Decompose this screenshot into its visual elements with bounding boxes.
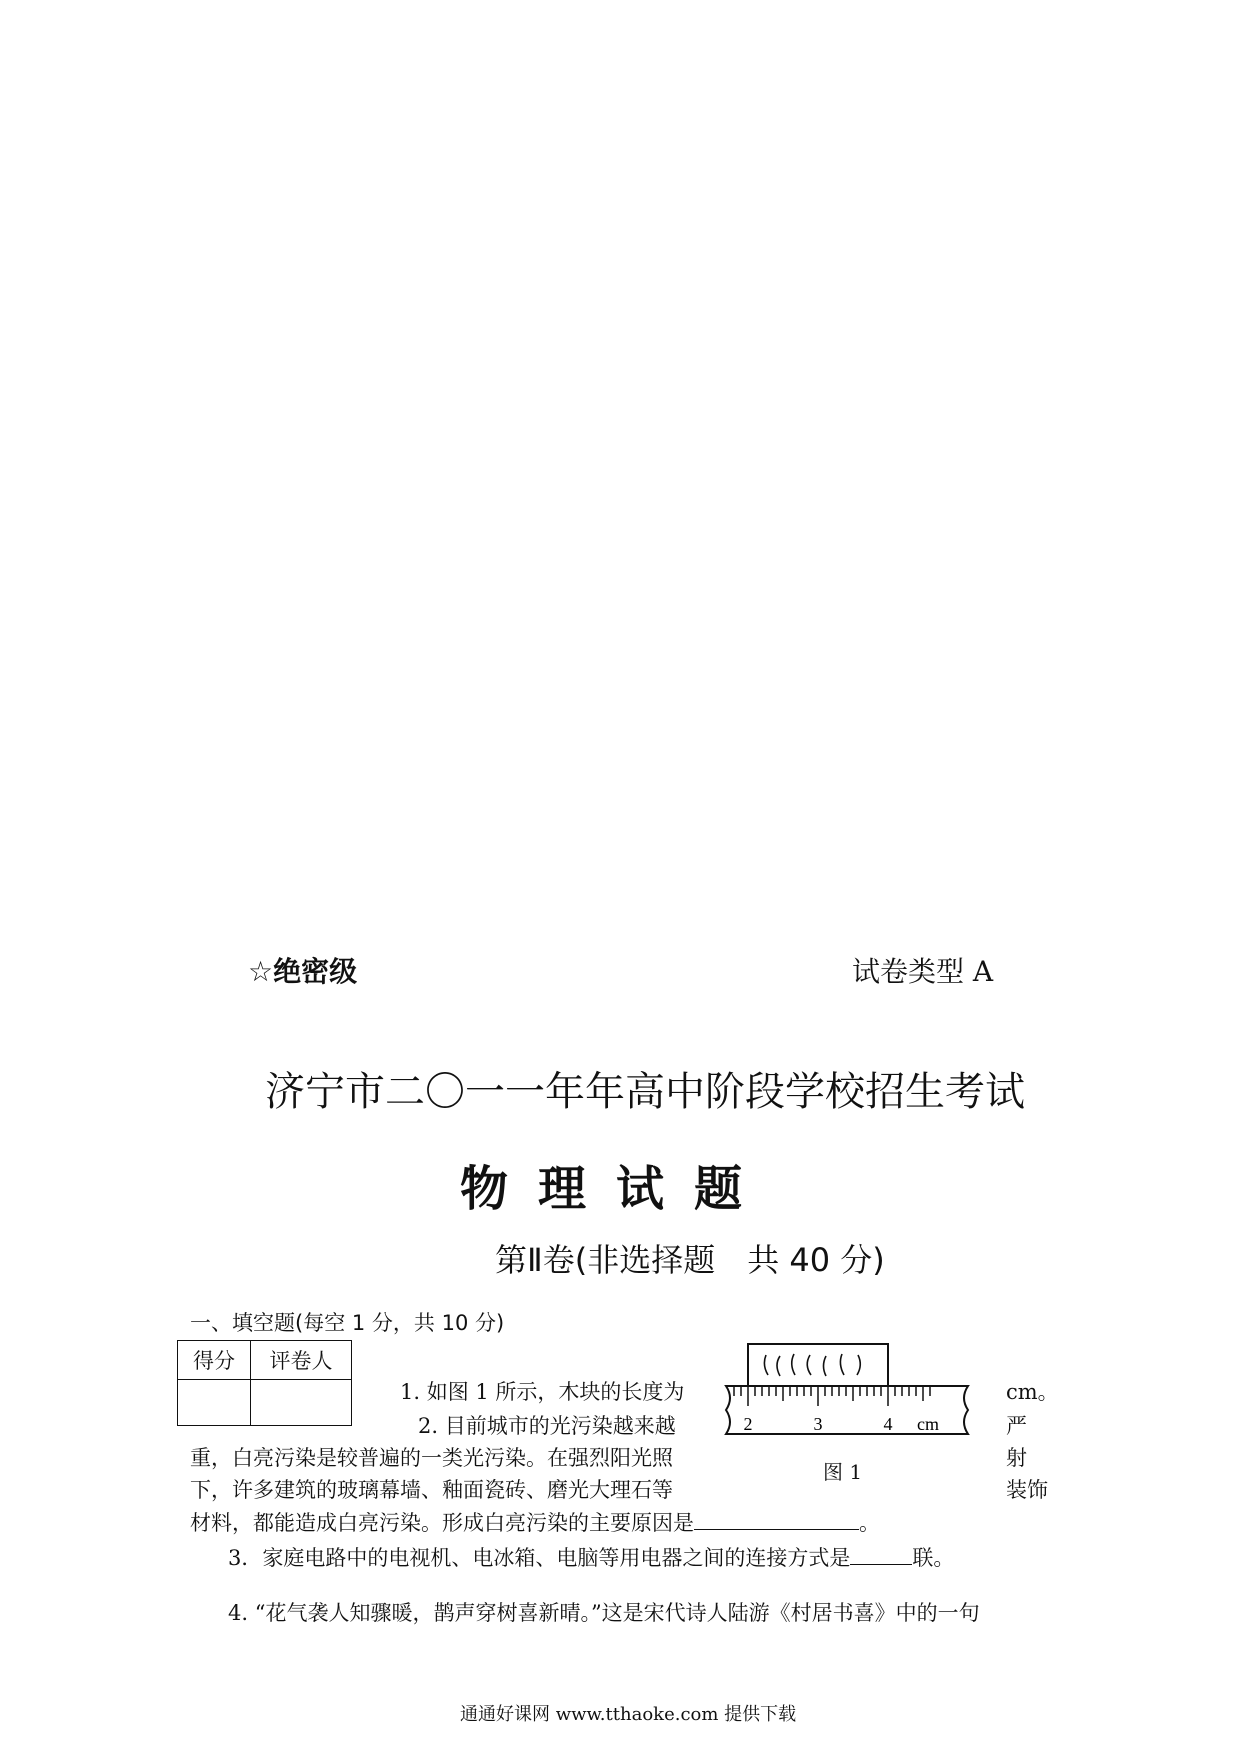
question-2-line-4-text: 材料，都能造成白亮污染。形成白亮污染的主要原因是 bbox=[190, 1511, 694, 1535]
part-heading: 一、填空题(每空 1 分，共 10 分) bbox=[190, 1311, 505, 1335]
wooden-block bbox=[748, 1344, 888, 1386]
question-2-line-2: 重，白亮污染是较普遍的一类光污染。在强烈阳光照 bbox=[190, 1446, 673, 1470]
paper-type: 试卷类型 A bbox=[852, 955, 994, 988]
question-2-line-3: 下，许多建筑的玻璃幕墙、釉面瓷砖、磨光大理石等 bbox=[190, 1478, 673, 1502]
question-1: 1. 如图 1 所示，木块的长度为 bbox=[400, 1380, 685, 1404]
question-2-line-3-end: 装饰 bbox=[1006, 1478, 1048, 1502]
score-header: 得分 bbox=[178, 1341, 251, 1380]
answer-blank-q2[interactable] bbox=[694, 1511, 859, 1530]
question-3-end: 联。 bbox=[912, 1546, 955, 1570]
question-3 bbox=[228, 1542, 954, 1572]
score-cell[interactable] bbox=[178, 1380, 251, 1426]
exam-title: 济宁市二〇一一年年高中阶段学校招生考试 bbox=[265, 1069, 1025, 1115]
question-2-line-1: 2. 目前城市的光污染越来越 bbox=[418, 1414, 676, 1438]
question-4: 4. “花气袭人知骤暖，鹊声穿树喜新晴。”这是宋代诗人陆游《村居书喜》中的一句 bbox=[228, 1601, 980, 1625]
tick-label: 3 bbox=[813, 1414, 823, 1434]
tick-label: 4 bbox=[883, 1414, 893, 1434]
answer-blank-q3[interactable] bbox=[850, 1546, 912, 1565]
question-2-line-1-end: 严 bbox=[1006, 1414, 1027, 1438]
question-3-text: 3．家庭电路中的电视机、电冰箱、电脑等用电器之间的连接方式是 bbox=[228, 1546, 851, 1570]
ruler-figure bbox=[718, 1343, 988, 1463]
section-label: 第Ⅱ卷(非选择题 共 40 分) bbox=[495, 1241, 885, 1279]
question-2-line-4 bbox=[190, 1507, 880, 1537]
secret-level: ☆绝密级 bbox=[248, 955, 358, 988]
grader-header: 评卷人 bbox=[251, 1341, 352, 1380]
question-2-line-2-end: 射 bbox=[1006, 1446, 1027, 1470]
unit-label: cm bbox=[917, 1414, 939, 1434]
tick-label: 2 bbox=[743, 1414, 753, 1434]
subject-title: 物理试题 bbox=[460, 1161, 773, 1217]
score-table bbox=[177, 1340, 352, 1426]
figure-caption: 图 1 bbox=[823, 1460, 863, 1484]
question-1-unit: cm。 bbox=[1006, 1380, 1059, 1404]
grader-cell[interactable] bbox=[251, 1380, 352, 1426]
question-2-line-4-end: 。 bbox=[859, 1511, 880, 1535]
footer-text: 通通好课网 www.tthaoke.com 提供下载 bbox=[460, 1704, 797, 1725]
